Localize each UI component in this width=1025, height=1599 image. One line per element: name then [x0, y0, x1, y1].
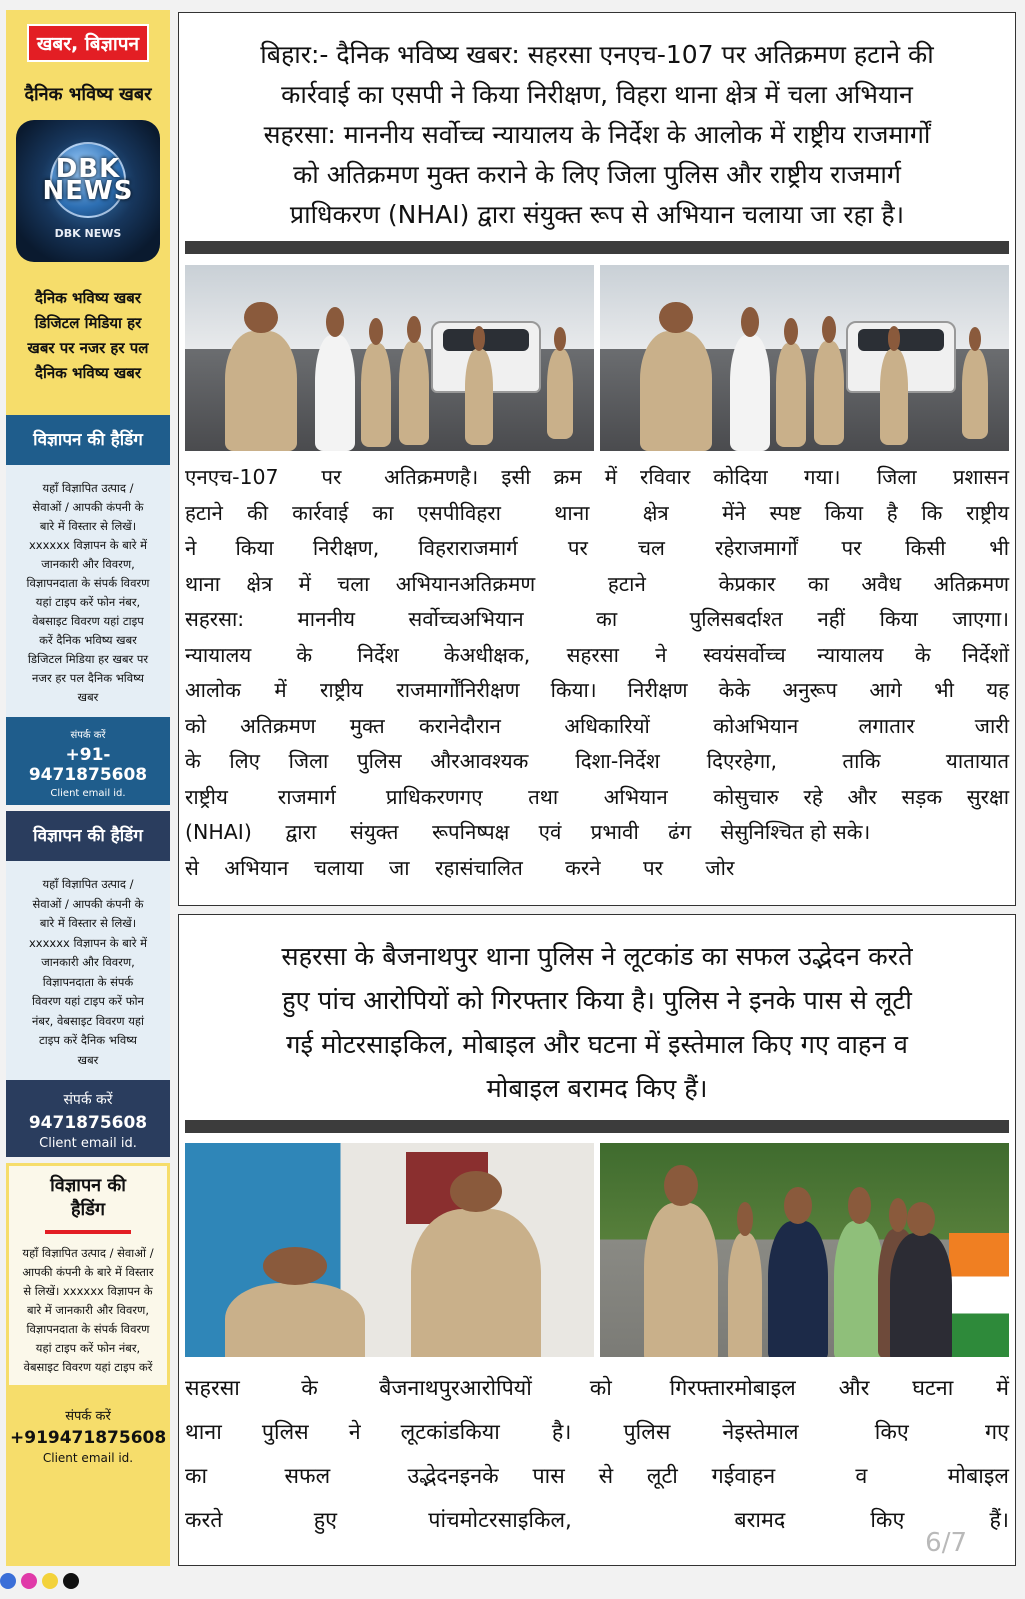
body-line: इनके पास से लूटी गई [459, 1464, 735, 1489]
ad-line: यहां टाइप करें फोन नंबर, [35, 1341, 141, 1355]
headline-line: कार्रवाई का एसपी ने किया निरीक्षण, विहरा थाना क्षेत्र में चला अभियान [281, 80, 913, 109]
ad-line: से लिखें। xxxxxx विज्ञापन के [23, 1284, 153, 1298]
color-dots [0, 1573, 79, 1589]
red-divider [45, 1230, 131, 1234]
tagline-line: दैनिक भविष्य खबर [35, 289, 141, 307]
ad-line: सेवाओं / आपकी कंपनी के [32, 500, 144, 514]
headline-line: सहरसा के बैजनाथपुर थाना पुलिस ने लूटकांड का सफल उद्भेदन करते [281, 942, 913, 972]
tagline-line: दैनिक भविष्य खबर [35, 364, 141, 382]
body-line: बरामद किए हैं। [734, 1508, 1010, 1533]
accused-person [890, 1233, 952, 1357]
contact-email: Client email id. [50, 788, 126, 799]
article-nh107 [178, 12, 1016, 906]
photo-police-office [185, 1143, 594, 1357]
dot-pink [21, 1573, 37, 1589]
ad1-heading: विज्ञापन की हैडिंग [6, 415, 170, 465]
police-officer [644, 1203, 718, 1357]
logo-mark: DBK NEWS [42, 154, 134, 206]
headline-line: मोबाइल बरामद किए हैं। [486, 1074, 708, 1104]
police-officer [814, 341, 844, 445]
article1-col-1 [185, 460, 460, 886]
ad-line: बारे में जानकारी और विवरण, [26, 1303, 150, 1317]
dbk-news-logo [16, 120, 160, 262]
body-line: सहरसा के बैजनाथपुर [185, 1376, 460, 1401]
body-line: वाहन व मोबाइल [734, 1464, 1010, 1489]
brand-tagline [6, 286, 170, 386]
body-line: सहरसा: माननीय सर्वोच्च [185, 607, 460, 631]
body-line: हटाने की कार्रवाई का एसपी [185, 500, 460, 525]
ad-line: खबर [77, 690, 99, 704]
ad-line: बारे में विस्तार से लिखें। [39, 519, 137, 533]
body-line: दौरान अधिकारियों को [459, 713, 735, 738]
logo-caption: DBK NEWS [54, 227, 122, 240]
ad3-heading-line: विज्ञापन की [50, 1175, 126, 1196]
body-line: सर्वोच्च न्यायालय के निर्देशों [734, 642, 1010, 667]
brand-name: दैनिक भविष्य खबर [24, 84, 152, 105]
police-officer [465, 349, 493, 445]
body-line: न्यायालय के निर्देश के [185, 642, 460, 667]
brand-panel [6, 10, 170, 415]
article2-col-3 [734, 1367, 1009, 1543]
ad-line: वेबसाइट विवरण यहां टाइप करें [23, 1360, 153, 1374]
body-line: गए तथा अभियान को [459, 784, 735, 809]
body-line: राष्ट्रीय राजमार्ग प्राधिकरण [185, 784, 460, 809]
tagline-line: डिजिटल मिडिया हर [34, 314, 142, 332]
contact-label: संपर्क करें [65, 1409, 111, 1424]
body-line: ने किया निरीक्षण, विहरा [185, 536, 460, 560]
body-line: आरोपियों को गिरफ्तार [459, 1376, 735, 1401]
article1-body [185, 460, 1009, 886]
ad-line: यहाँ विज्ञापित उत्पाद / सेवाओं / [22, 1246, 154, 1260]
body-line: एनएच-107 पर अतिक्रमण [185, 465, 460, 489]
ad-line: जानकारी और विवरण, [41, 557, 135, 571]
contact-phone[interactable]: 9471875608 [28, 1113, 148, 1133]
body-line: निरीक्षण किया। निरीक्षण के [459, 678, 735, 702]
ad-line: यहां टाइप करें फोन नंबर, [35, 595, 141, 609]
body-line: किया है। पुलिस ने [459, 1420, 735, 1445]
ad-line: आपकी कंपनी के बारे में विस्तार [22, 1265, 154, 1279]
police-officer [399, 341, 429, 445]
page-indicator: 6/7 [925, 1528, 967, 1558]
article1-col-2 [460, 460, 735, 886]
police-officer [776, 343, 806, 447]
body-line: करते हुए पांच [185, 1508, 460, 1533]
ad-line: डिजिटल मिडिया हर खबर पर [27, 652, 149, 666]
body-line: से अभियान चलाया जा रहा [185, 855, 460, 880]
ad-line: टाइप करें दैनिक भविष्य [39, 1033, 137, 1047]
body-line: रहेगा, ताकि यातायात [734, 749, 1010, 773]
ad-line: नंबर, वेबसाइट विवरण यहां [32, 1013, 144, 1028]
body-line: अधीक्षक, सहरसा ने स्वयं [459, 642, 735, 667]
ad-line: जानकारी और विवरण, [41, 955, 135, 969]
body-line: थाना पुलिस ने लूटकांड [185, 1420, 460, 1445]
body-line: के लिए जिला पुलिस और [185, 749, 460, 773]
article1-photos [185, 265, 1009, 451]
body-line: विहरा थाना क्षेत्र में [459, 500, 735, 525]
ad3-contact [6, 1388, 170, 1566]
body-line: संचालित करने पर जोर [459, 855, 735, 880]
body-line: को अतिक्रमण मुक्त कराने [185, 713, 460, 738]
body-line: दिया गया। जिला प्रशासन [734, 465, 1010, 489]
ad-line: विवरण यहां टाइप करें फोन [32, 994, 144, 1008]
ad-line: xxxxxx विज्ञापन के बारे में [28, 538, 148, 552]
dot-black [63, 1573, 79, 1589]
police-officer [728, 1233, 762, 1357]
sidebar [6, 10, 170, 1566]
article2-col-2 [460, 1367, 735, 1543]
article1-headline [179, 13, 1015, 235]
body-line: (NHAI) द्वारा संयुक्त रूप [185, 820, 460, 844]
body-line: इस्तेमाल किए गए [734, 1420, 1010, 1445]
headline-line: को अतिक्रमण मुक्त कराने के लिए जिला पुलिस और राष्ट्रीय राजमार्ग [293, 160, 901, 189]
ad3-body [15, 1244, 161, 1377]
ad-line: यहाँ विज्ञापित उत्पाद / [42, 481, 134, 495]
contact-email: Client email id. [39, 1136, 137, 1151]
ad-line: करें दैनिक भविष्य खबर [39, 633, 137, 647]
ad-line: विज्ञापनदाता के संपर्क विवरण [26, 1322, 150, 1336]
body-line: मोबाइल और घटना में [734, 1376, 1010, 1401]
police-officer [880, 349, 908, 445]
body-line: सुचारु रहे और सड़क सुरक्षा [734, 784, 1010, 809]
police-officer [640, 331, 712, 451]
police-officer [225, 331, 297, 451]
body-line: थाना क्षेत्र में चला अभियान [185, 571, 460, 596]
headline-line: हुए पांच आरोपियों को गिरफ्तार किया है। पुलिस ने इनके पास से लूटी [282, 986, 912, 1016]
contact-phone[interactable]: +919471875608 [10, 1428, 167, 1448]
photo-accused-arrest [600, 1143, 1009, 1357]
body-line: अभियान का पुलिस [459, 607, 735, 631]
body-line: अतिक्रमण हटाने के [459, 571, 735, 596]
ad-line: सेवाओं / आपकी कंपनी के [32, 896, 144, 911]
standing-officer [411, 1209, 541, 1357]
contact-phone[interactable]: +91-9471875608 [28, 745, 148, 785]
headline-line: गई मोटरसाइकिल, मोबाइल और घटना में इस्तेमाल किए गए वाहन व [286, 1030, 908, 1060]
body-line: के अनुरूप आगे भी यह [734, 678, 1010, 702]
ad1-body [6, 465, 170, 717]
ad-line: नजर हर पल दैनिक भविष्य [32, 671, 144, 685]
category-tag: खबर, बिज्ञापन [27, 24, 149, 62]
body-line: आवश्यक दिशा-निर्देश दिए [459, 749, 735, 773]
contact-label: संपर्क करें [70, 730, 106, 741]
ad2-body [6, 861, 170, 1080]
article2-body [185, 1367, 1009, 1543]
photo-sp-inspection-1 [185, 265, 594, 451]
body-line: निष्पक्ष एवं प्रभावी ढंग से [459, 820, 735, 844]
ad-line: xxxxxx विज्ञापन के बारे में [28, 935, 148, 950]
dot-blue [0, 1573, 16, 1589]
ad-line: यहाँ विज्ञापित उत्पाद / [42, 877, 134, 891]
ad-line: खबर [77, 1052, 99, 1067]
ad2-heading: विज्ञापन की हैडिंग [6, 811, 170, 861]
article-baijnathpur [178, 914, 1016, 1566]
contact-label: संपर्क करें [63, 1092, 113, 1108]
article2-col-1 [185, 1367, 460, 1543]
photo-sp-inspection-2 [600, 265, 1009, 451]
police-officer [361, 343, 391, 447]
seated-officer [225, 1283, 365, 1357]
body-line: का सफल उद्भेदन [185, 1464, 460, 1489]
ad1-contact [6, 717, 170, 805]
body-line: राजमार्ग पर चल रहे [459, 536, 735, 560]
body-line: राजमार्गों पर किसी भी [734, 536, 1010, 560]
accused-person [834, 1221, 884, 1357]
ad-line: विज्ञापनदाता के संपर्क विवरण [26, 576, 150, 590]
ad3-box [6, 1163, 170, 1388]
headline-line: प्राधिकरण (NHAI) द्वारा संयुक्त रूप से अभियान चलाया जा रहा है। [289, 200, 905, 229]
body-line: अभियान लगातार जारी [734, 713, 1010, 738]
body-line: सुनिश्चित हो सके। [734, 820, 871, 844]
section-divider [185, 1120, 1009, 1133]
police-officer [962, 349, 988, 439]
tagline-line: खबर पर नजर हर पल [27, 339, 149, 357]
ad3-heading [15, 1174, 161, 1222]
body-line: आलोक में राष्ट्रीय राजमार्गों [185, 678, 460, 702]
headline-line: सहरसा: माननीय सर्वोच्च न्यायालय के निर्देश के आलोक में राष्ट्रीय राजमार्गों [263, 120, 931, 149]
ad3-heading-line: हैडिंग [71, 1199, 105, 1220]
civilian [730, 335, 770, 451]
article2-headline [179, 915, 1015, 1111]
ad-line: बारे में विस्तार से लिखें। [39, 916, 137, 930]
headline-line: बिहार:- दैनिक भविष्य खबर: सहरसा एनएच-107 पर अतिक्रमण हटाने की [260, 40, 934, 69]
article1-col-3 [734, 460, 1009, 886]
ad2-contact [6, 1080, 170, 1157]
dot-yellow [42, 1573, 58, 1589]
section-divider [185, 241, 1009, 254]
body-line: ने स्पष्ट किया है कि राष्ट्रीय [734, 500, 1010, 525]
civilian [315, 335, 355, 451]
contact-email: Client email id. [42, 1451, 134, 1465]
body-line: बर्दाश्त नहीं किया जाएगा। [734, 607, 1010, 631]
ad-line: विज्ञापनदाता के संपर्क [42, 974, 134, 989]
article2-photos [185, 1143, 1009, 1357]
ad-line: वेबसाइट विवरण यहां टाइप [32, 614, 144, 628]
body-line: मोटरसाइकिल, [459, 1508, 572, 1533]
body-line: प्रकार का अवैध अतिक्रमण [734, 571, 1010, 596]
accused-person [768, 1221, 828, 1357]
police-officer [547, 349, 573, 439]
body-line: है। इसी क्रम में रविवार को [459, 465, 735, 489]
